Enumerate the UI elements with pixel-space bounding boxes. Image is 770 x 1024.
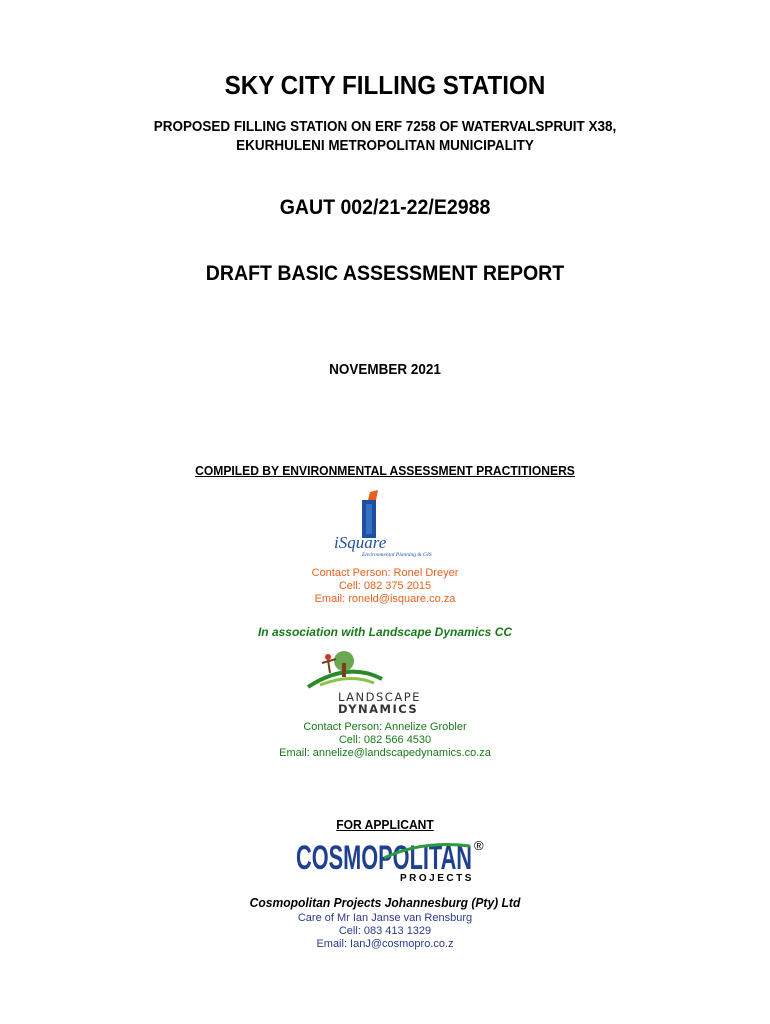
applicant-contact	[0, 912, 770, 951]
document-title: SKY CITY FILLING STATION	[224, 70, 546, 100]
reference-number: GAUT 002/21-22/E2988	[279, 196, 491, 219]
cosmo-logo-word: COSMOPOLITAN	[296, 839, 472, 877]
compiled-by-heading: COMPILED BY ENVIRONMENTAL ASSESSMENT PRACTITIONERS	[195, 463, 575, 478]
isquare-logo-tagline: Environmental Planning & GIS	[362, 552, 432, 558]
isquare-logo-text: iSquare	[334, 533, 387, 552]
subtitle-line-2: EKURHULENI METROPOLITAN MUNICIPALITY	[236, 138, 534, 154]
landscape-dynamics-contact	[0, 721, 770, 760]
for-applicant-heading: FOR APPLICANT	[336, 817, 434, 832]
subtitle-line-1: PROPOSED FILLING STATION ON ERF 7258 OF WATERVALSPRUIT X38,	[153, 119, 617, 135]
cosmo-logo-sub: PROJECTS	[400, 873, 474, 884]
ld-cell: Cell: 082 566 4530	[338, 734, 432, 746]
applicant-care-of: Care of Mr Ian Janse van Rensburg	[297, 912, 473, 924]
project-subtitle	[27, 118, 743, 156]
applicant-company-name: Cosmopolitan Projects Johannesburg (Pty) Ltd	[249, 895, 521, 910]
registered-mark: ®	[474, 838, 484, 853]
isquare-cell: Cell: 082 375 2015	[338, 580, 432, 592]
ld-contact-person: Contact Person: Annelize Grobler	[303, 721, 467, 733]
report-title: DRAFT BASIC ASSESSMENT REPORT	[205, 262, 565, 285]
isquare-contact	[0, 567, 770, 606]
cosmopolitan-logo	[292, 836, 492, 886]
landscape-dynamics-logo	[300, 643, 450, 715]
isquare-email[interactable]: Email: roneld@isquare.co.za	[314, 593, 456, 605]
ld-logo-figure-head	[325, 654, 331, 660]
isquare-contact-person: Contact Person: Ronel Dreyer	[311, 567, 459, 579]
report-date: NOVEMBER 2021	[329, 362, 441, 378]
isquare-logo-flame	[368, 490, 378, 500]
ld-logo-line2: DYNAMICS	[338, 702, 419, 715]
ld-email[interactable]: Email: annelize@landscapedynamics.co.za	[279, 747, 491, 759]
applicant-cell: Cell: 083 413 1329	[338, 925, 432, 937]
isquare-logo	[328, 488, 458, 560]
ld-logo-line1: LANDSCAPE	[338, 690, 421, 704]
applicant-email[interactable]: Email: IanJ@cosmopro.co.z	[316, 938, 454, 950]
association-note: In association with Landscape Dynamics CC	[257, 625, 513, 639]
